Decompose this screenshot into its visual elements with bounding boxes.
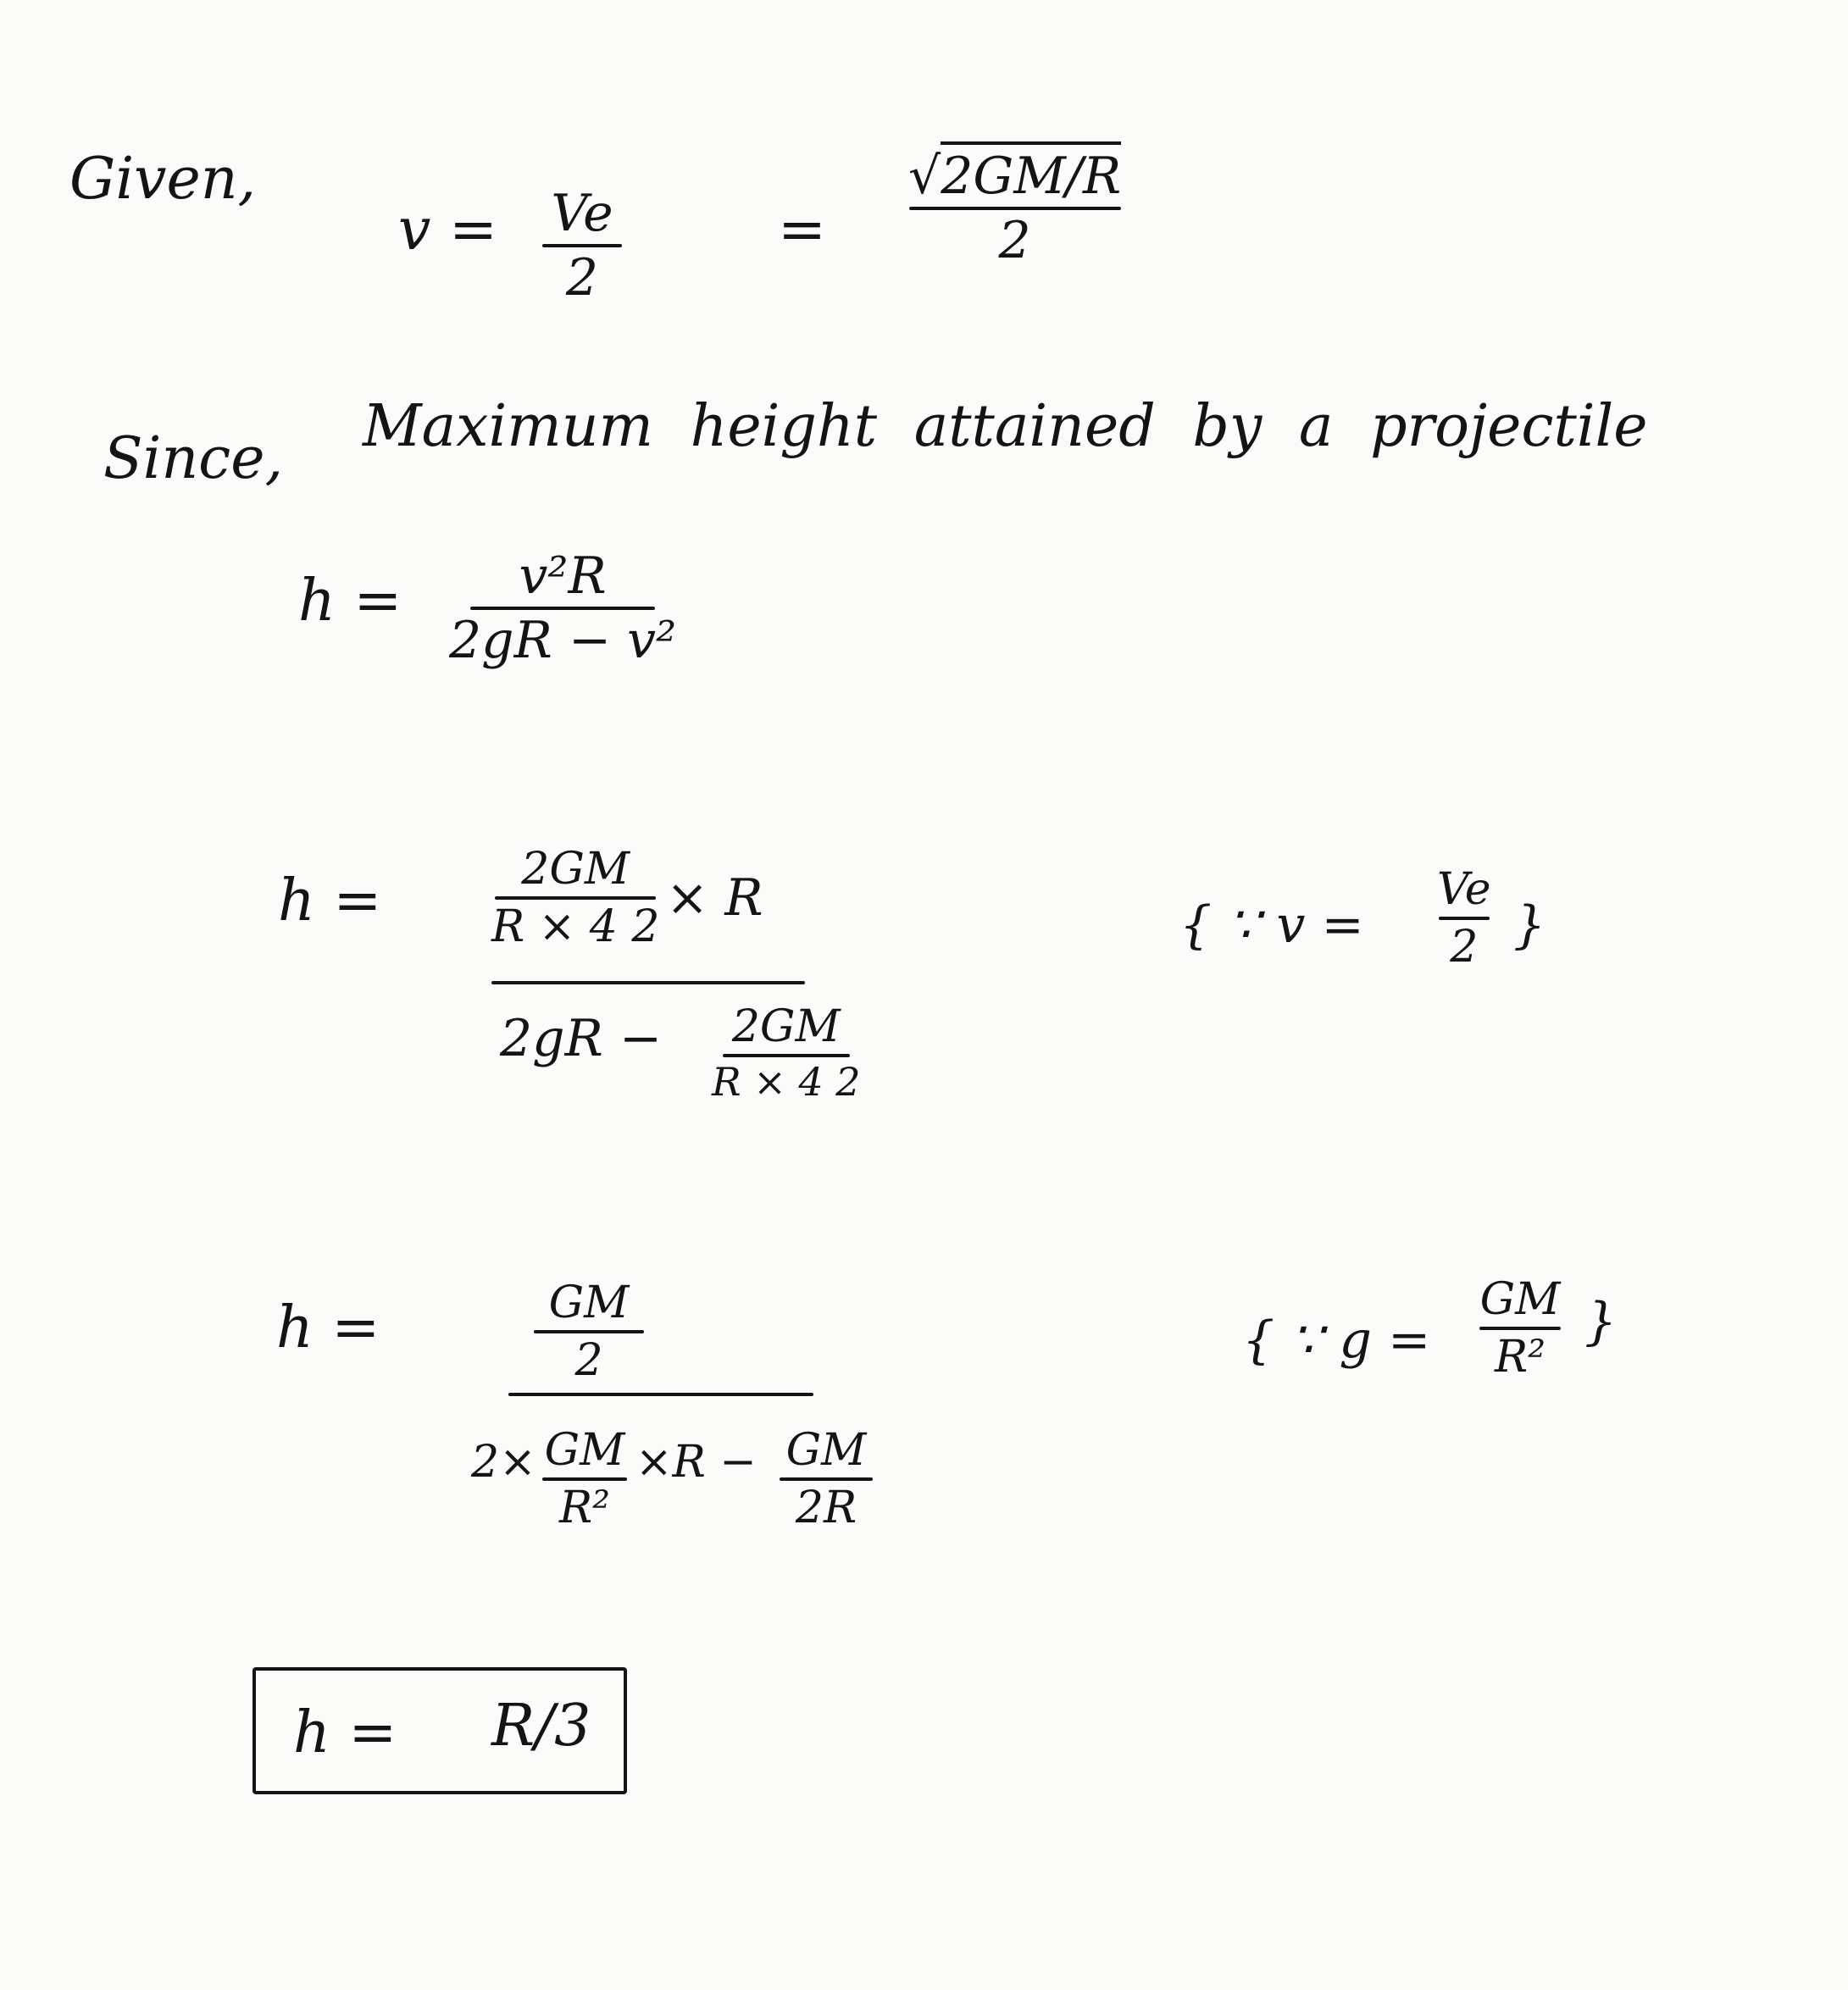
answer-rhs: R/3 [491,1693,591,1760]
eq2-main-fraction-bar [491,981,805,984]
eq2-den-inner-denominator: R × 4 2 [712,1059,861,1105]
given-equals: = [778,197,826,263]
eq3-note-numerator: GM [1479,1274,1561,1325]
eq3-den-a-denominator: R² [559,1483,610,1533]
fraction-bar [470,607,655,610]
eq2-den-inner-numerator: 2GM [731,1001,841,1052]
eq3-den-b-numerator: GM [785,1425,867,1476]
eq3-note-close: } [1584,1292,1618,1351]
eq1-lhs: h = [298,568,402,635]
sqrt-denominator: 2 [998,211,1031,270]
sqrt-sign: √ [908,147,941,206]
fraction-bar [534,1330,644,1333]
ve-over-2-fraction [542,184,622,308]
given-label: Given, [69,146,257,213]
eq1-denominator: 2gR − v² [449,611,677,670]
since-label: Since, [103,425,284,492]
sqrt-content: 2GM/R [941,141,1121,206]
eq3-main-fraction-bar [508,1393,813,1396]
eq3-den-b-denominator: 2R [795,1483,857,1533]
fraction-bar [542,1477,627,1481]
ve-denominator: 2 [565,248,599,308]
fraction-bar [1439,917,1490,920]
given-v-lhs: v = [398,197,498,263]
eq3-lhs: h = [276,1294,380,1361]
eq2-note-denominator: 2 [1450,922,1479,973]
eq3-den-b-fraction [780,1425,873,1533]
eq2-note-fraction [1437,864,1491,973]
eq1-numerator: v²R [519,546,607,606]
eq3-num-numerator: GM [548,1278,630,1328]
eq2-note-open: { ∵ v = [1179,895,1364,955]
eq3-note-fraction [1479,1274,1561,1383]
ve-numerator: Ve [551,184,613,243]
eq3-den-suffix: ×R − [635,1437,757,1488]
since-statement: Maximum height attained by a projectile [363,393,1648,460]
fraction-bar [723,1054,850,1057]
eq2-note-numerator: Ve [1437,864,1491,915]
eq3-note-denominator: R² [1495,1332,1546,1383]
eq2-den-first-term: 2gR − [500,1009,663,1068]
fraction-bar [495,896,656,900]
eq2-lhs: h = [278,868,382,934]
eq3-den-prefix: 2× [471,1437,536,1488]
fraction-bar [780,1477,873,1481]
fraction-bar [1479,1327,1561,1330]
answer-lhs: h = [293,1699,397,1766]
eq2-times-r: × R [666,868,763,928]
eq2-inner-num-fraction [491,844,660,952]
eq2-inner-denominator: R × 4 2 [491,901,660,952]
eq2-inner-numerator: 2GM [521,844,630,895]
fraction-bar [909,207,1121,210]
eq3-note-open: { ∵ g = [1242,1311,1431,1370]
eq3-den-a-numerator: GM [544,1425,625,1476]
eq3-den-a-fraction [542,1425,627,1533]
eq3-num-fraction [534,1278,644,1386]
eq1-fraction [449,546,677,670]
eq2-note-close: } [1513,895,1546,955]
fraction-bar [542,244,622,247]
eq2-den-inner-fraction [712,1001,861,1105]
sqrt-numerator [908,147,1122,206]
sqrt-fraction [908,147,1122,270]
eq3-num-denominator: 2 [574,1335,603,1386]
